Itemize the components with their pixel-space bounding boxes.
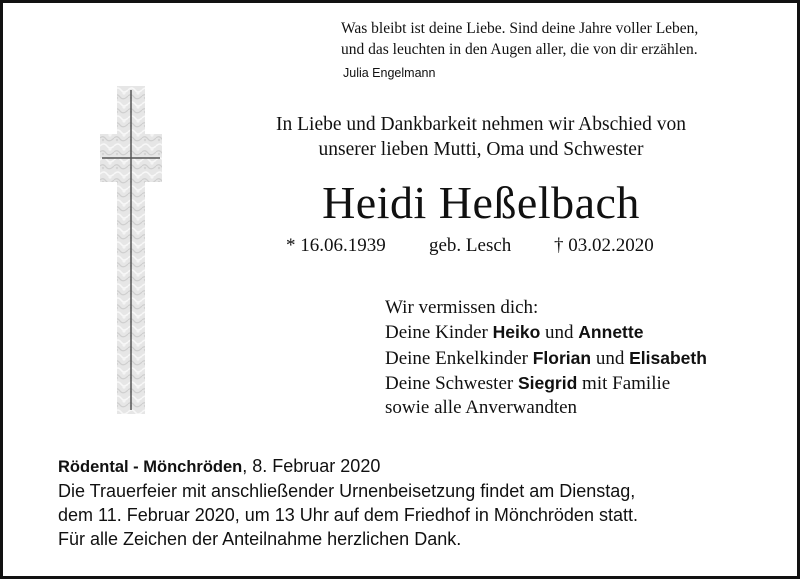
sister-suffix: mit Familie [577, 372, 671, 394]
grandchild-name: Florian [532, 347, 592, 368]
place-name: Rödental - Mönchröden [58, 458, 243, 476]
grandchild-name: Elisabeth [629, 347, 707, 368]
family-heading: Wir vermissen dich: [385, 297, 539, 318]
quote-author: Julia Engelmann [343, 66, 436, 80]
quote-line-2: und das leuchten in den Augen aller, die von dir erzählen. [341, 41, 698, 58]
child-name: Heiko [492, 322, 541, 343]
sister-name: Siegrid [517, 372, 578, 393]
quote-line-1: Was bleibt ist deine Liebe. Sind deine Jahre voller Leben, [341, 20, 699, 37]
place-date-line [58, 454, 758, 479]
intro-line-1: In Liebe und Dankbarkeit nehmen wir Abschied von [276, 114, 686, 135]
intro-text [236, 112, 726, 162]
sister-prefix: Deine Schwester [385, 372, 518, 394]
family-list [385, 296, 775, 420]
funeral-info [58, 454, 758, 551]
children-prefix: Deine Kinder [385, 322, 493, 344]
birth-date: * 16.06.1939 [286, 235, 386, 256]
conjunction: und [540, 322, 579, 344]
intro-line-2: unserer lieben Mutti, Oma und Schwester [318, 139, 644, 160]
cross-icon [100, 86, 162, 414]
grandchildren-prefix: Deine Enkelkinder [385, 347, 533, 369]
funeral-line-2: dem 11. Februar 2020, um 13 Uhr auf dem Friedhof in Mönchröden statt. [58, 505, 638, 525]
notice-date: , 8. Februar 2020 [242, 456, 381, 476]
deceased-name: Heidi Heßelbach [322, 177, 640, 228]
conjunction: und [591, 347, 630, 369]
funeral-line-1: Die Trauerfeier mit anschließender Urnenbeisetzung findet am Dienstag, [58, 481, 636, 501]
family-sister [385, 371, 775, 396]
child-name: Annette [578, 322, 644, 343]
family-grandchildren [385, 346, 775, 371]
family-children [385, 320, 775, 345]
quote-block [341, 18, 781, 84]
thanks-line: Für alle Zeichen der Anteilnahme herzlichen Dank. [58, 529, 462, 549]
family-relatives: sowie alle Anverwandten [385, 397, 578, 419]
death-date: † 03.02.2020 [554, 235, 654, 256]
maiden-name: geb. Lesch [429, 235, 512, 256]
